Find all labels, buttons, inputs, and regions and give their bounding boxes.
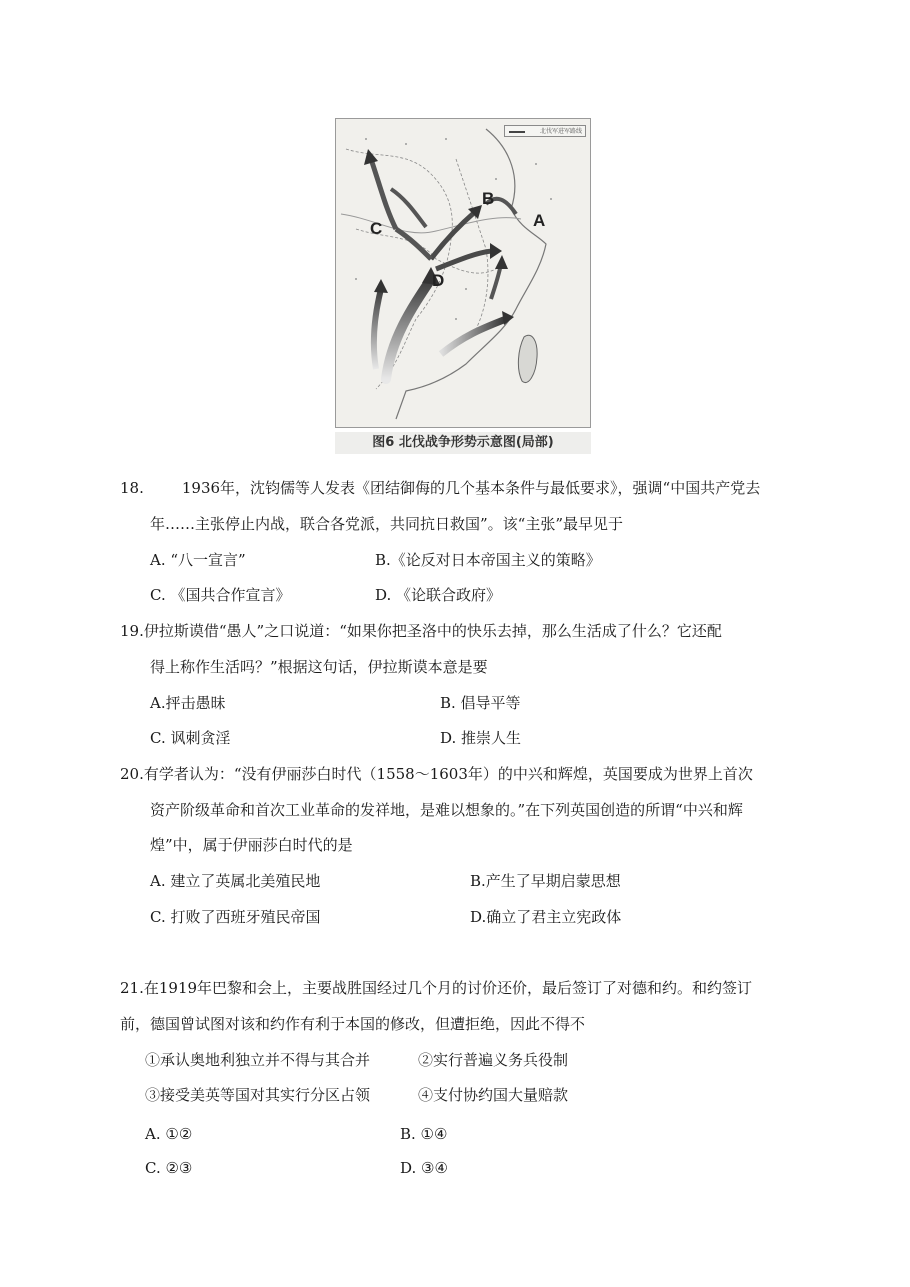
q20-option-d[interactable]: D.确立了君主立宪政体 <box>470 908 622 926</box>
q18-stem-line2: 年……主张停止内战，联合各党派，共同抗日救国”。该“主张”最早见于 <box>150 515 624 533</box>
q18-option-d[interactable]: D. 《论联合政府》 <box>375 586 502 604</box>
northern-expedition-map <box>335 118 591 428</box>
q18-option-c[interactable]: C. 《国共合作宣言》 <box>150 586 291 604</box>
q20-stem-line3: 煌”中，属于伊丽莎白时代的是 <box>150 836 353 854</box>
map-label-c: C <box>370 219 383 238</box>
map-figure <box>335 118 591 458</box>
q21-option-a[interactable]: A. ①② <box>145 1125 193 1143</box>
figure-caption: 图6 北伐战争形势示意图(局部) <box>335 432 591 454</box>
map-label-d: D <box>432 271 445 290</box>
q21-option-c[interactable]: C. ②③ <box>145 1159 193 1177</box>
q21-item-4: ④支付协约国大量赔款 <box>418 1086 569 1104</box>
q20-stem-line2: 资产阶级革命和首次工业革命的发祥地，是难以想象的。”在下列英国创造的所谓“中兴和辉 <box>150 801 743 819</box>
q18-stem-line1: 1936年，沈钧儒等人发表《团结御侮的几个基本条件与最低要求》，强调“中国共产党去 <box>181 479 761 497</box>
q20-option-a[interactable]: A. 建立了英属北美殖民地 <box>150 872 321 890</box>
q21-item-3: ③接受美英等国对其实行分区占领 <box>145 1086 371 1104</box>
q20-option-c[interactable]: C. 打败了西班牙殖民帝国 <box>150 908 321 926</box>
q19-stem-line2: 得上称作生活吗？”根据这句话，伊拉斯谟本意是要 <box>150 658 488 676</box>
q21-stem-line2: 前，德国曾试图对该和约作有利于本国的修改，但遭拒绝，因此不得不 <box>120 1015 586 1033</box>
q20-option-b[interactable]: B.产生了早期启蒙思想 <box>470 872 621 890</box>
q18-line1-wrap <box>120 478 760 498</box>
q19-stem-line1: 19.伊拉斯谟借“愚人”之口说道：“如果你把圣洛中的快乐去掉，那么生活成了什么？它还配 <box>120 622 722 640</box>
q20-stem-line1: 20.有学者认为：“没有伊丽莎白时代（1558～1603年）的中兴和辉煌，英国要成为世界上首次 <box>120 765 753 783</box>
q21-option-d[interactable]: D. ③④ <box>400 1159 448 1177</box>
q18-option-a[interactable]: A. “八一宣言” <box>150 551 246 569</box>
q18-option-b[interactable]: B.《论反对日本帝国主义的策略》 <box>375 551 601 569</box>
map-drawing <box>336 119 591 428</box>
q21-item-2: ②实行普遍义务兵役制 <box>418 1051 569 1069</box>
q21-option-b[interactable]: B. ①④ <box>400 1125 448 1143</box>
map-legend: 北伐军进军路线 <box>504 125 586 137</box>
q18-number: 18. <box>120 479 144 497</box>
q19-option-a[interactable]: A.抨击愚昧 <box>150 694 226 712</box>
q19-option-c[interactable]: C. 讽刺贪淫 <box>150 729 231 747</box>
q19-option-b[interactable]: B. 倡导平等 <box>440 694 521 712</box>
map-label-b: B <box>482 189 495 208</box>
q19-option-d[interactable]: D. 推崇人生 <box>440 729 522 747</box>
q21-item-1: ①承认奥地利独立并不得与其合并 <box>145 1051 371 1069</box>
map-label-a: A <box>533 211 546 230</box>
q21-stem-line1: 21.在1919年巴黎和会上，主要战胜国经过几个月的讨价还价，最后签订了对德和约。和约签订 <box>120 979 753 997</box>
